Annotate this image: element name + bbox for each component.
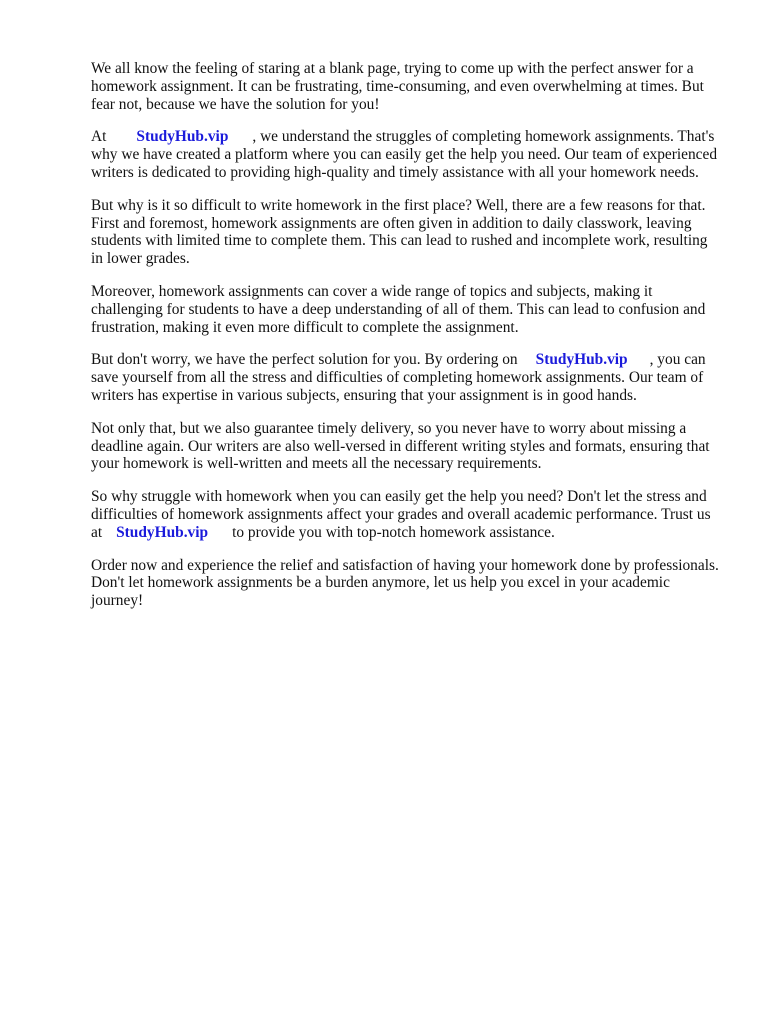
paragraph-delivery: Not only that, but we also guarantee timely delivery, so you never have to worry about missing a deadline again. Our writers are also well-versed in different writing styles and formats, ensuring that your homework is well-written and meets all the necessary requirements. xyxy=(91,419,710,473)
paragraph-why-struggle xyxy=(91,488,719,541)
paragraph-solution-text: , you can save yourself from all the stress and difficulties of completing homework assignments. Our team of writers has expertise in various subjects, ensuring that your assignment is in good hands. xyxy=(91,351,706,404)
document-body xyxy=(91,60,719,625)
paragraph-why-difficult: But why is it so difficult to write homework in the first place? Well, there are a few reasons for that. First and foremost, homework assignments are often given in addition to daily classwork, leaving students with limited time to complete them. This can lead to rushed and incomplete work, resulting in lower grades. xyxy=(91,196,708,268)
paragraph-solution-lead: But don't worry, we have the perfect solution for you. By ordering on xyxy=(91,351,518,369)
studyhub-link[interactable]: StudyHub.vip xyxy=(535,351,628,369)
paragraph-about-lead: At xyxy=(91,128,107,146)
paragraph-why-struggle-lead: So why struggle with homework when you can easily get the help you need? Don't let the stress and difficulties of homework assignments affect your grades and overall academic performance. Trust us at xyxy=(91,488,711,541)
paragraph-order-now: Order now and experience the relief and satisfaction of having your homework done by professionals. Don't let homework assignments be a burden anymore, let us help you excel in your academic journey! xyxy=(91,556,719,610)
studyhub-link[interactable]: StudyHub.vip xyxy=(116,523,209,541)
paragraph-about xyxy=(91,128,719,181)
paragraph-moreover: Moreover, homework assignments can cover a wide range of topics and subjects, making it challenging for students to have a deep understanding of all of them. This can lead to confusion and frustration, making it even more difficult to complete the assignment. xyxy=(91,282,706,336)
paragraph-about-text: , we understand the struggles of completing homework assignments. That's why we have created a platform where you can easily get the help you need. Our team of experienced writers is dedicated to providing high-quality and timely assistance with all your homework needs. xyxy=(91,128,718,181)
paragraph-solution xyxy=(91,351,719,404)
paragraph-intro: We all know the feeling of staring at a blank page, trying to come up with the perfect answer for a homework assignment. It can be frustrating, time-consuming, and even overwhelming at times. But fear not, because we have the solution for you! xyxy=(91,60,704,113)
paragraph-why-struggle-text: to provide you with top-notch homework assistance. xyxy=(232,523,555,541)
studyhub-link[interactable]: StudyHub.vip xyxy=(136,128,229,146)
